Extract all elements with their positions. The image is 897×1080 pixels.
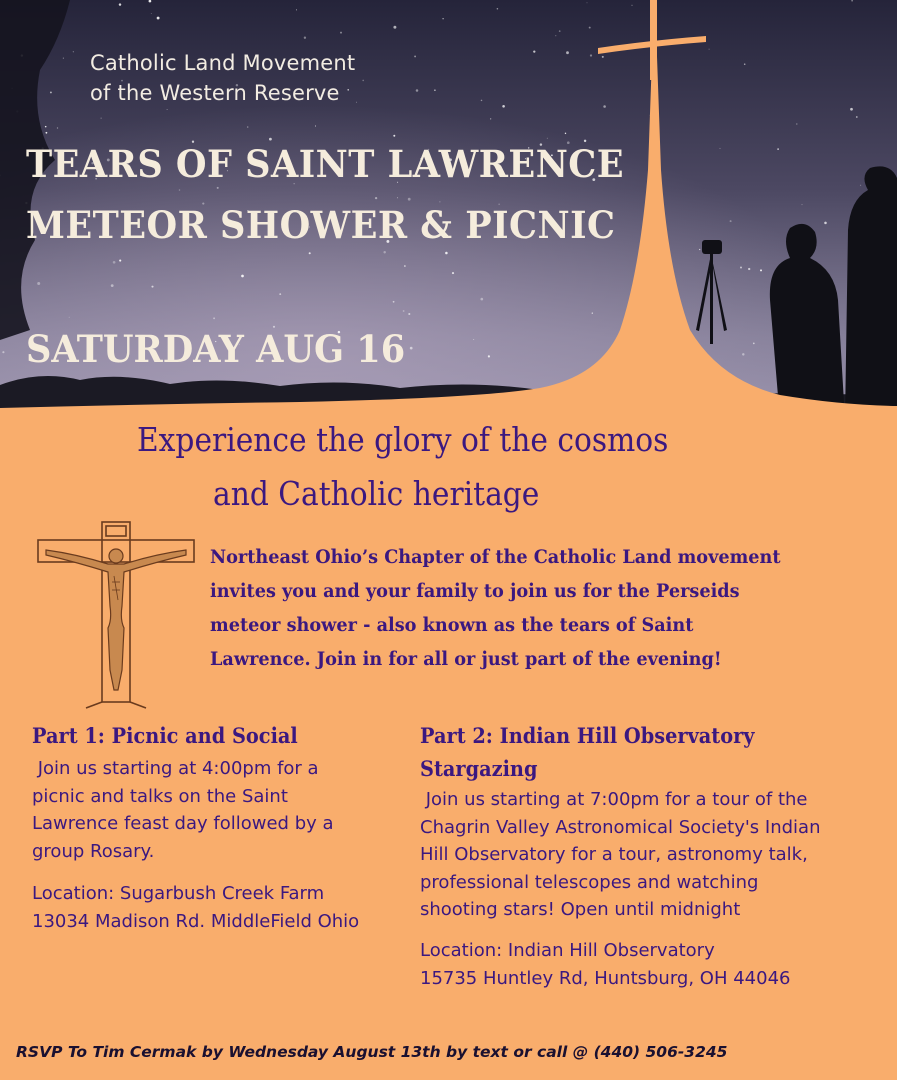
star bbox=[69, 317, 70, 318]
part-1-description bbox=[32, 755, 402, 865]
part-2-location-name: Location: Indian Hill Observatory bbox=[420, 940, 715, 961]
star bbox=[709, 49, 710, 50]
star bbox=[217, 187, 219, 189]
star bbox=[502, 105, 505, 108]
star bbox=[796, 123, 797, 124]
event-date: SATURDAY AUG 16 bbox=[26, 327, 406, 371]
star bbox=[480, 298, 483, 301]
part-2-line: Chagrin Valley Astronomical Society's Indian bbox=[420, 816, 821, 838]
part-1-heading: Part 1: Picnic and Social bbox=[32, 723, 298, 748]
part-2-heading-line-2: Stargazing bbox=[420, 756, 538, 781]
star bbox=[315, 126, 316, 127]
star bbox=[2, 351, 4, 353]
star bbox=[113, 261, 116, 264]
star bbox=[296, 9, 297, 10]
star bbox=[404, 265, 406, 267]
star bbox=[753, 343, 755, 345]
star bbox=[589, 27, 591, 29]
star bbox=[760, 269, 762, 271]
star bbox=[410, 347, 413, 350]
star bbox=[434, 89, 436, 91]
cross-steeple-icon bbox=[598, 0, 708, 80]
star bbox=[269, 138, 272, 141]
star bbox=[356, 102, 357, 103]
star bbox=[730, 220, 732, 222]
star bbox=[860, 185, 861, 186]
part-2-heading bbox=[420, 719, 788, 785]
star bbox=[247, 126, 249, 128]
star bbox=[403, 310, 405, 312]
star bbox=[699, 249, 700, 250]
star bbox=[167, 109, 168, 110]
star bbox=[566, 51, 569, 54]
part-2-heading-line-1: Part 2: Indian Hill Observatory bbox=[420, 723, 755, 748]
star bbox=[555, 35, 556, 36]
star bbox=[742, 353, 744, 355]
organization-line-1: Catholic Land Movement bbox=[90, 51, 356, 75]
event-title-line-2: METEOR SHOWER & PICNIC bbox=[26, 203, 616, 247]
star bbox=[45, 132, 47, 134]
star bbox=[383, 251, 385, 253]
part-2-description bbox=[420, 786, 880, 924]
star bbox=[850, 108, 853, 111]
star bbox=[111, 284, 114, 287]
star bbox=[488, 355, 490, 357]
star bbox=[856, 116, 858, 118]
part-2-location bbox=[420, 937, 860, 993]
organization-line-2: of the Western Reserve bbox=[90, 81, 340, 105]
part-2-line: Join us starting at 7:00pm for a tour of the bbox=[420, 789, 808, 810]
star bbox=[151, 286, 153, 288]
crucifix-icon bbox=[36, 520, 196, 710]
star bbox=[590, 54, 592, 56]
star bbox=[213, 317, 215, 319]
star bbox=[304, 37, 306, 39]
star bbox=[241, 275, 244, 278]
part-2-line: professional telescopes and watching bbox=[420, 871, 759, 893]
star bbox=[565, 133, 566, 134]
star bbox=[37, 282, 40, 285]
star bbox=[57, 127, 58, 128]
part-1-line: picnic and talks on the Saint bbox=[32, 785, 288, 807]
star bbox=[416, 89, 419, 92]
part-1-location bbox=[32, 880, 412, 936]
star bbox=[50, 91, 52, 93]
star bbox=[603, 105, 606, 108]
part-2-line: Hill Observatory for a tour, astronomy talk, bbox=[420, 844, 808, 865]
part-1-line: Join us starting at 4:00pm for a bbox=[32, 758, 319, 779]
organization-name bbox=[90, 48, 355, 108]
star bbox=[442, 18, 443, 19]
star bbox=[533, 50, 535, 52]
intro-line: meteor shower - also known as the tears of Saint bbox=[210, 614, 694, 636]
star bbox=[393, 26, 396, 29]
star bbox=[559, 30, 561, 32]
star bbox=[101, 118, 102, 119]
star bbox=[445, 252, 448, 255]
star bbox=[497, 8, 499, 10]
star bbox=[824, 222, 827, 225]
star bbox=[119, 260, 121, 262]
headline-line-1: Experience the glory of the cosmos bbox=[137, 420, 669, 459]
star bbox=[45, 126, 47, 128]
star bbox=[748, 268, 750, 270]
part-1-location-address: 13034 Madison Rd. MiddleField Ohio bbox=[32, 911, 360, 932]
intro-paragraph bbox=[210, 540, 824, 676]
star bbox=[851, 0, 853, 1]
star bbox=[408, 198, 411, 201]
star bbox=[63, 58, 64, 59]
star bbox=[481, 100, 483, 102]
star bbox=[397, 197, 398, 198]
star bbox=[740, 267, 742, 269]
rsvp-contact: RSVP To Tim Cermak by Wednesday August 13th by text or call @ (440) 506-3245 bbox=[16, 1043, 728, 1061]
part-1-line: group Rosary. bbox=[32, 840, 155, 862]
star bbox=[587, 2, 588, 3]
intro-line: Northeast Ohio’s Chapter of the Catholic Land movement bbox=[210, 546, 781, 568]
star bbox=[452, 272, 454, 274]
part-1-line: Lawrence feast day followed by a bbox=[32, 813, 334, 834]
star bbox=[119, 3, 121, 5]
star bbox=[375, 197, 377, 199]
star bbox=[340, 32, 342, 34]
star bbox=[744, 63, 746, 65]
part-2-line: shooting stars! Open until midnight bbox=[420, 899, 741, 920]
star bbox=[802, 204, 803, 205]
star bbox=[777, 148, 779, 150]
night-sky-hero bbox=[0, 0, 897, 420]
star bbox=[393, 301, 395, 303]
part-2-location-address: 15735 Huntley Rd, Huntsburg, OH 44046 bbox=[420, 968, 791, 989]
star bbox=[362, 80, 364, 82]
intro-line: invites you and your family to join us for the Perseids bbox=[210, 580, 740, 602]
headline-line-2: and Catholic heritage bbox=[213, 474, 540, 513]
star bbox=[309, 252, 311, 254]
star bbox=[547, 138, 548, 139]
star bbox=[73, 51, 74, 52]
star bbox=[414, 55, 416, 57]
star bbox=[490, 118, 491, 119]
star bbox=[179, 189, 181, 191]
star bbox=[408, 313, 410, 315]
star bbox=[720, 148, 721, 149]
star bbox=[473, 339, 474, 340]
star bbox=[157, 17, 160, 20]
event-title-line-1: TEARS OF SAINT LAWRENCE bbox=[26, 142, 625, 186]
star bbox=[151, 13, 152, 14]
star bbox=[279, 293, 281, 295]
star bbox=[393, 135, 395, 137]
part-1-location-name: Location: Sugarbush Creek Farm bbox=[32, 883, 325, 904]
intro-line: Lawrence. Join in for all or just part of the evening! bbox=[210, 648, 722, 670]
star bbox=[592, 312, 593, 313]
